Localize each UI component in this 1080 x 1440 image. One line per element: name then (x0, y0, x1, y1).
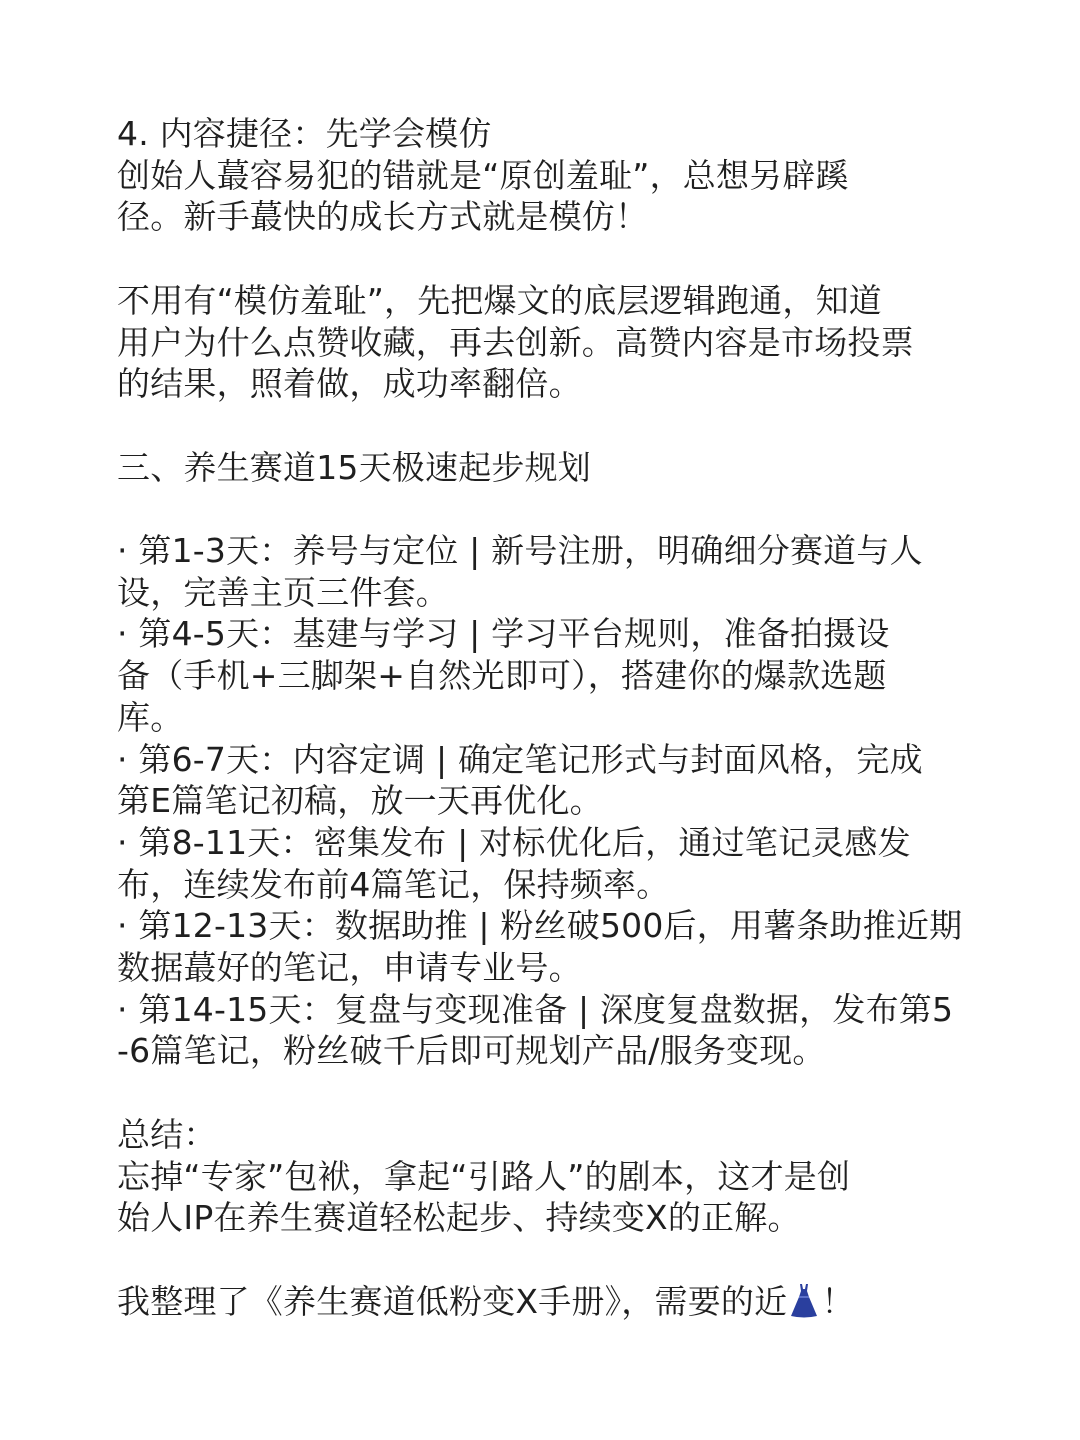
plan-item-line: 布，连续发布前4篇笔记，保持频率。 (117, 864, 670, 904)
plan-item-line: · 第6-7天：内容定调 | 确定笔记形式与封面风格，完成 (117, 739, 923, 779)
cta-text: 我整理了《养生赛道低粉变X手册》，需要的近 (117, 1281, 788, 1321)
summary-heading: 总结： (117, 1114, 217, 1154)
plan-item-line: · 第12-13天：数据助推 | 粉丝破500后，用薯条助推近期 (117, 906, 963, 946)
plan-item-line: · 第14-15天：复盘与变现准备 | 深度复盘数据，发布第5 (117, 989, 954, 1029)
plan-item-line: 库。 (117, 697, 184, 737)
cta-exclamation: ！ (821, 1281, 855, 1321)
section4-line: 径。新手蕞快的成长方式就是模仿！ (117, 197, 649, 237)
section4-paragraph-line: 的结果，照着做，成功率翻倍。 (117, 364, 582, 404)
section4-heading: 4. 内容捷径：先学会模仿 (117, 114, 492, 153)
plan-item-line: 数据蕞好的笔记，申请专业号。 (117, 948, 582, 988)
article-body (117, 113, 997, 1322)
plan-item-line: 第E篇笔记初稿，放一天再优化。 (117, 781, 603, 821)
dress-icon (789, 1283, 819, 1319)
section4-paragraph-line: 不用有“模仿羞耻”，先把爆文的底层逻辑跑通，知道 (117, 280, 882, 320)
plan-item-line: · 第4-5天：基建与学习 | 学习平台规则，准备拍摄设 (117, 614, 890, 654)
plan-item-line: 设，完善主页三件套。 (117, 572, 449, 612)
plan-heading: 三、养生赛道15天极速起步规划 (117, 447, 591, 487)
plan-item-line: · 第1-3天：养号与定位 | 新号注册，明确细分赛道与人 (117, 530, 923, 570)
summary-line: 忘掉“专家”包袱，拿起“引路人”的剧本，这才是创 (117, 1156, 851, 1196)
section4-line: 创始人蕞容易犯的错就是“原创羞耻”，总想另辟蹊 (117, 155, 849, 195)
cta-line (117, 1281, 997, 1323)
section4-paragraph-line: 用户为什么点赞收藏，再去创新。高赞内容是市场投票 (117, 322, 914, 362)
plan-item-line: -6篇笔记，粉丝破千后即可规划产品/服务变现。 (117, 1031, 826, 1071)
plan-item-line: 备（手机+三脚架+自然光即可），搭建你的爆款选题 (117, 656, 887, 696)
summary-line: 始人IP在养生赛道轻松起步、持续变X的正解。 (117, 1198, 801, 1238)
plan-item-line: · 第8-11天：密集发布 | 对标优化后，通过笔记灵感发 (117, 822, 911, 862)
